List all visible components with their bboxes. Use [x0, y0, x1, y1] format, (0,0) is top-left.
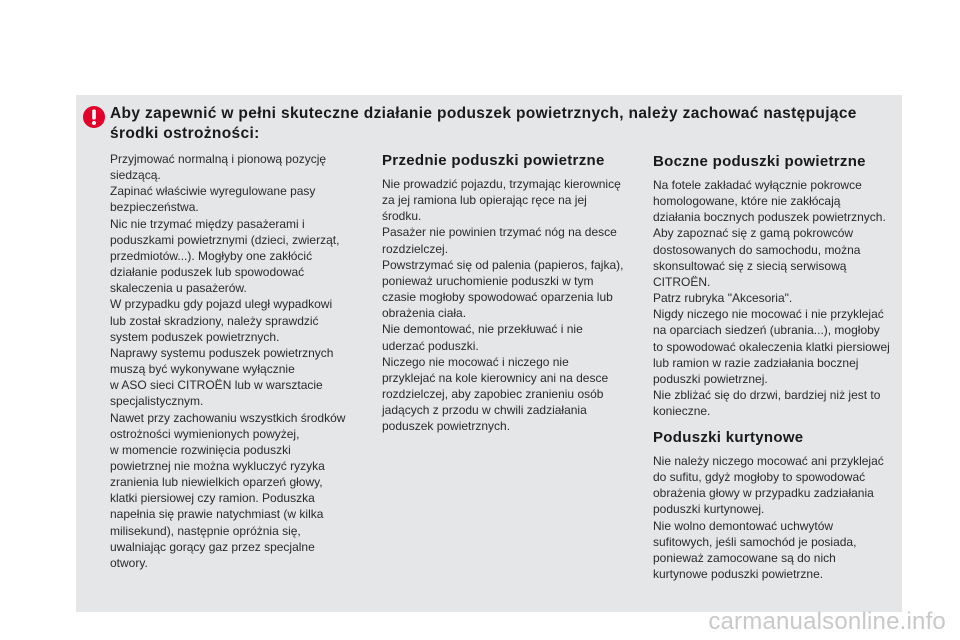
text-line: Na fotele zakładać wyłącznie pokrowce — [653, 178, 862, 192]
text-line: CITROËN. — [653, 274, 711, 289]
text-line: przedmiotów...). Mogłyby one zakłócić — [110, 248, 313, 263]
title-line-2: środki ostrożności: — [110, 125, 260, 142]
text-line: uwalniając gorący gaz przez specjalne — [110, 539, 315, 554]
text-line: Nie prowadzić pojazdu, trzymając kierownicę — [382, 177, 621, 191]
text-line: działania bocznych poduszek powietrznych. — [653, 210, 886, 225]
text-line: homologowane, które nie zakłócają — [653, 194, 841, 209]
page-title — [110, 104, 890, 144]
text-line: Aby zapoznać się z gamą pokrowców — [653, 226, 854, 241]
text-line: Naprawy systemu poduszek powietrznych — [110, 345, 334, 360]
text-line: ponieważ uruchomienie poduszki w tym — [382, 273, 594, 288]
text-line: uderzać poduszki. — [382, 338, 479, 353]
text-line: Niczego nie mocować i niczego nie — [382, 354, 569, 369]
text-line: Nic nie trzymać między pasażerami i — [110, 216, 305, 231]
text-line: ostrożności wymienionych powyżej, — [110, 426, 300, 441]
text-line: Nie zbliżać się do drzwi, bardziej niż jest to — [653, 388, 881, 403]
front-airbags-heading: Przednie poduszki powietrzne — [382, 152, 605, 169]
text-line: napełnia się prawie natychmiast (w kilka — [110, 507, 324, 522]
text-line: zranienia lub niewielkich oparzeń głowy, — [110, 475, 323, 490]
text-line: specjalistycznym. — [110, 394, 204, 409]
text-line: Przyjmować normalną i pionową pozycję — [110, 152, 327, 166]
text-line: Nie należy niczego mocować ani przyklejać — [653, 454, 884, 468]
text-line: działanie poduszek lub spowodować — [110, 265, 305, 280]
front-airbags-text — [382, 176, 637, 435]
text-line: poduszki powietrznej. — [653, 371, 768, 386]
text-line: poduszki kurtynowej. — [653, 502, 765, 517]
text-line: siedzącą. — [110, 168, 161, 183]
curtain-airbags-text — [653, 453, 903, 582]
exclamation-warning-icon — [83, 106, 105, 128]
text-line: obrażenia ciała. — [382, 306, 467, 321]
text-line: czasie mogłoby spowodować oparzenia lub — [382, 290, 613, 305]
text-line: Pasażer nie powinien trzymać nóg na desce — [382, 225, 617, 240]
side-airbags-text — [653, 177, 903, 419]
text-line: Nie demontować, nie przekłuwać i nie — [382, 322, 583, 337]
title-line-1: Aby zapewnić w pełni skuteczne działanie poduszek powietrznych, należy zachować następujące — [110, 105, 857, 122]
text-line: dostosowanych do samochodu, można — [653, 242, 861, 257]
text-line: powietrznej nie można wykluczyć ryzyka — [110, 458, 325, 473]
text-line: rozdzielczej, aby zapobiec zranieniu osób — [382, 387, 604, 402]
text-line: na oparciach siedzeń (ubrania...), mogłoby — [653, 323, 880, 338]
text-line: system poduszek powietrznych. — [110, 329, 280, 344]
text-line: Patrz rubryka "Akcesoria". — [653, 291, 793, 306]
curtain-airbags-heading: Poduszki kurtynowe — [653, 429, 804, 446]
text-line: skonsultować się z siecią serwisową — [653, 258, 847, 273]
text-line: jadących z przodu w chwili zadziałania — [382, 403, 587, 418]
watermark: carmanualsonline.info — [708, 608, 946, 635]
text-line: ponieważ zamocowane są do nich — [653, 550, 836, 565]
text-line: za jej ramiona lub opierając ręce na jej — [382, 193, 587, 208]
text-line: środku. — [382, 209, 422, 224]
text-line: skaleczenia u pasażerów. — [110, 281, 247, 296]
text-line: do sufitu, gdyż mogłoby to spowodować — [653, 470, 866, 485]
text-line: Nie wolno demontować uchwytów — [653, 518, 834, 533]
text-line: kurtynowe poduszki powietrzne. — [653, 567, 824, 582]
text-line: to spowodować okaleczenia klatki piersiowej — [653, 339, 890, 354]
text-line: poduszek powietrznych. — [382, 419, 511, 434]
text-line: bezpieczeństwa. — [110, 200, 199, 215]
text-line: w momencie rozwinięcia poduszki — [110, 442, 291, 457]
text-line: W przypadku gdy pojazd uległ wypadkowi — [110, 297, 333, 312]
general-precautions-text — [110, 151, 360, 571]
text-line: klatki piersiowej czy ramion. Poduszka — [110, 491, 315, 506]
text-line: lub ramion w razie zadziałania bocznej — [653, 355, 859, 370]
text-line: konieczne. — [653, 404, 711, 419]
text-line: otwory. — [110, 555, 148, 570]
text-line: przyklejać na kole kierownicy ani na desce — [382, 370, 609, 385]
text-line: Nigdy niczego nie mocować i nie przyklejać — [653, 307, 884, 322]
text-line: sufitowych, jeśli samochód je posiada, — [653, 534, 857, 549]
text-line: Zapinać właściwie wyregulowane pasy — [110, 184, 316, 199]
side-airbags-heading: Boczne poduszki powietrzne — [653, 153, 866, 170]
text-line: milisekund), następnie opróżnia się, — [110, 523, 301, 538]
text-line: Nawet przy zachowaniu wszystkich środków — [110, 410, 346, 425]
text-line: w ASO sieci CITROËN lub w warsztacie — [110, 378, 323, 393]
text-line: lub został skradziony, należy sprawdzić — [110, 313, 319, 328]
text-line: rozdzielczej. — [382, 241, 449, 256]
text-line: poduszkami powietrznymi (dzieci, zwierząt, — [110, 232, 340, 247]
text-line: Powstrzymać się od palenia (papieros, fajka), — [382, 257, 624, 272]
text-line: muszą być wykonywane wyłącznie — [110, 362, 295, 377]
text-line: obrażenia głowy w przypadku zadziałania — [653, 486, 874, 501]
